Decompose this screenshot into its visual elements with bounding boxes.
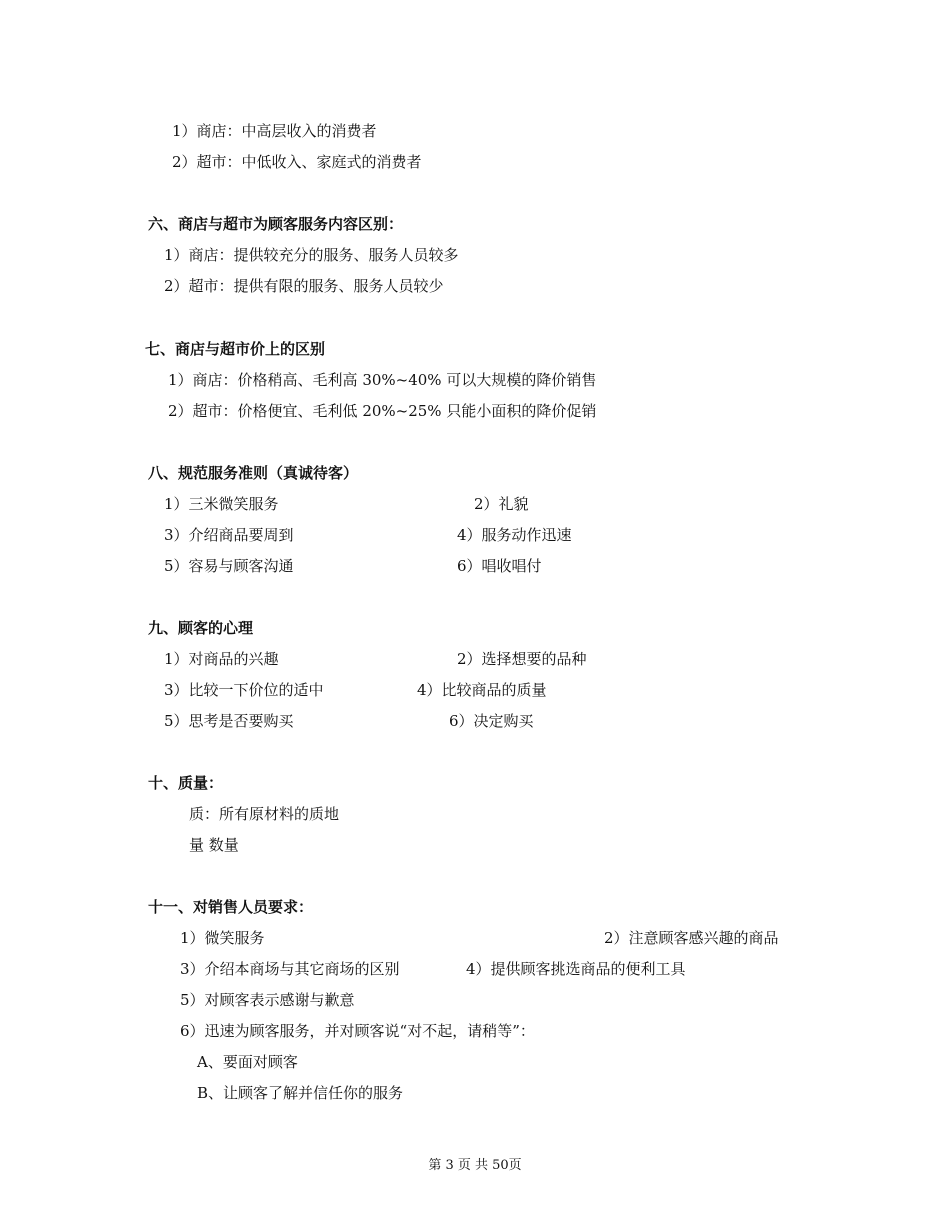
section-6-item-1: 1）商店：提供较充分的服务、服务人员较多 bbox=[164, 246, 459, 264]
section-9-item-3: 3）比较一下价位的适中 bbox=[164, 681, 324, 699]
section-7-heading: 七、商店与超市价上的区别 bbox=[145, 340, 326, 358]
section-10-heading: 十、质量： bbox=[148, 774, 224, 792]
section-11-item-1: 1）微笑服务 bbox=[180, 929, 265, 947]
section-8-item-4: 4）服务动作迅速 bbox=[457, 526, 572, 544]
section-9-item-2: 2）选择想要的品种 bbox=[457, 650, 587, 668]
prev-item-2: 2）超市：中低收入、家庭式的消费者 bbox=[172, 153, 422, 171]
section-11-subitem-b: B、让顾客了解并信任你的服务 bbox=[197, 1084, 404, 1102]
section-8-item-3: 3）介绍商品要周到 bbox=[164, 526, 294, 544]
section-8-heading: 八、规范服务准则（真诚待客） bbox=[148, 464, 359, 482]
section-8-item-5: 5）容易与顾客沟通 bbox=[164, 557, 294, 575]
section-11-item-4: 4）提供顾客挑选商品的便利工具 bbox=[466, 960, 686, 978]
section-11-item-5: 5）对顾客表示感谢与歉意 bbox=[180, 991, 355, 1009]
section-9-item-5: 5）思考是否要购买 bbox=[164, 712, 294, 730]
prev-item-1: 1）商店：中高层收入的消费者 bbox=[172, 122, 377, 140]
section-9-item-1: 1）对商品的兴趣 bbox=[164, 650, 279, 668]
section-7-item-1: 1）商店：价格稍高、毛利高 30%~40% 可以大规模的降价销售 bbox=[168, 371, 597, 389]
section-11-item-6: 6）迅速为顾客服务，并对顾客说“对不起，请稍等”： bbox=[180, 1022, 535, 1040]
section-10-item-2: 量 数量 bbox=[189, 836, 239, 854]
section-9-item-6: 6）决定购买 bbox=[449, 712, 534, 730]
section-11-item-3: 3）介绍本商场与其它商场的区别 bbox=[180, 960, 400, 978]
section-11-subitem-a: A、要面对顾客 bbox=[197, 1053, 298, 1071]
section-6-heading: 六、商店与超市为顾客服务内容区别： bbox=[148, 215, 404, 233]
section-7-item-2: 2）超市：价格便宜、毛利低 20%~25% 只能小面积的降价促销 bbox=[168, 402, 597, 420]
section-11-item-2: 2）注意顾客感兴趣的商品 bbox=[604, 929, 779, 947]
section-9-heading: 九、顾客的心理 bbox=[148, 619, 254, 637]
section-10-item-1: 质：所有原材料的质地 bbox=[189, 805, 340, 823]
page-footer: 第 3 页 共 50页 bbox=[428, 1158, 522, 1173]
section-11-heading: 十一、对销售人员要求： bbox=[148, 898, 314, 916]
section-8-item-1: 1）三米微笑服务 bbox=[164, 495, 279, 513]
section-9-item-4: 4）比较商品的质量 bbox=[417, 681, 547, 699]
section-6-item-2: 2）超市：提供有限的服务、服务人员较少 bbox=[164, 277, 444, 295]
section-8-item-2: 2）礼貌 bbox=[474, 495, 529, 513]
section-8-item-6: 6）唱收唱付 bbox=[457, 557, 542, 575]
